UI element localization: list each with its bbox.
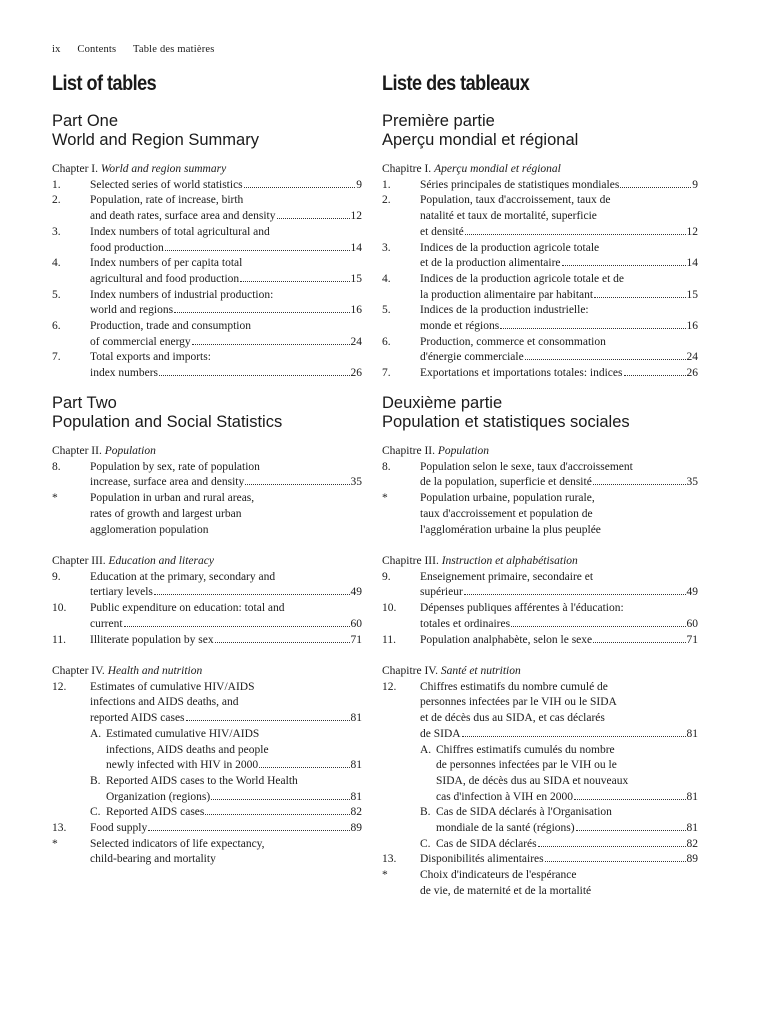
page-ref: 9 <box>692 178 698 191</box>
entry-text: increase, surface area and density <box>90 476 245 489</box>
chapter-label: Chapitre II. <box>382 445 436 457</box>
table-entry <box>52 837 362 868</box>
table-entry <box>382 868 698 899</box>
part-section <box>52 394 362 432</box>
entry-text: Reported AIDS cases to the World Health <box>106 774 298 787</box>
page-ref: 89 <box>686 853 698 866</box>
chapter-heading <box>382 162 698 178</box>
sub-letter: B. <box>90 774 101 787</box>
entry-number: 11. <box>382 633 396 646</box>
dot-leader <box>500 328 685 329</box>
entry-text: Chiffres estimatifs cumulés du nombre <box>436 743 615 756</box>
page-ref: 81 <box>686 790 698 803</box>
part-heading: Première partie <box>382 112 495 130</box>
list-of-tables-title: List of tables <box>52 72 157 95</box>
entry-number: 2. <box>52 194 61 207</box>
page-ref: 49 <box>350 586 362 599</box>
toc-line-with-page <box>420 633 698 649</box>
toc-line-with-page <box>90 821 362 837</box>
dot-leader <box>593 642 685 643</box>
entry-text: world and regions <box>90 304 174 317</box>
toc-line-with-page <box>90 241 362 257</box>
part-section <box>382 394 698 432</box>
chapter-label: Chapter IV. <box>52 665 105 677</box>
dot-leader <box>576 830 686 831</box>
table-entry <box>382 460 698 491</box>
part-heading: Population and Social Statistics <box>52 413 283 431</box>
dot-leader <box>525 359 686 360</box>
toc-line-with-page <box>90 303 362 319</box>
table-entry <box>382 178 698 194</box>
page-ref: 71 <box>686 633 698 646</box>
entry-number: 6. <box>382 335 391 348</box>
toc-line-with-page <box>420 366 698 382</box>
header-table-des-matieres: Table des matières <box>132 44 215 55</box>
table-entry <box>52 680 362 821</box>
dot-leader <box>562 265 686 266</box>
entry-text: de la population, superficie et densité <box>420 476 592 489</box>
table-entry <box>52 491 362 538</box>
chapter-block <box>52 162 362 382</box>
chapter-name: Health and nutrition <box>107 665 203 677</box>
entry-text: natalité et taux de mortalité, superficie <box>420 210 597 223</box>
toc-line-with-page <box>90 633 362 649</box>
entry-number: 1. <box>52 178 61 191</box>
dot-leader <box>464 594 686 595</box>
table-entry <box>52 601 362 632</box>
entry-number: 4. <box>52 257 61 270</box>
page-ref: 35 <box>350 476 362 489</box>
dot-leader <box>624 375 686 376</box>
chapter-label: Chapter III. <box>52 555 106 567</box>
entry-text: mondiale de la santé (régions) <box>436 822 575 835</box>
entry-text: d'énergie commerciale <box>420 351 524 364</box>
entry-text: Population analphabète, selon le sexe <box>420 633 593 646</box>
sub-entry <box>420 805 698 836</box>
entry-text: Illiterate population by sex <box>90 633 214 646</box>
entry-number: 9. <box>52 570 61 583</box>
entry-number: 4. <box>382 272 391 285</box>
sub-letter: C. <box>90 806 101 819</box>
sub-entry <box>90 805 362 821</box>
page-ref: 89 <box>350 822 362 835</box>
dot-leader <box>538 846 686 847</box>
toc-line-with-page <box>420 225 698 241</box>
chapter-name: Population <box>104 445 156 457</box>
entry-text: et de décès dus au SIDA, et cas déclarés <box>420 712 605 725</box>
toc-line-with-page <box>420 617 698 633</box>
entry-text: Disponibilités alimentaires <box>420 853 544 866</box>
running-header <box>52 44 229 55</box>
entry-text: Choix d'indicateurs de l'espérance <box>420 869 577 882</box>
dot-leader <box>259 767 349 768</box>
entry-text: Estimated cumulative HIV/AIDS <box>106 727 260 740</box>
entry-number: 12. <box>382 680 397 693</box>
entry-text: Population selon le sexe, taux d'accroissement <box>420 460 633 473</box>
dot-leader <box>159 375 349 376</box>
entry-number: 13. <box>52 822 67 835</box>
dot-leader <box>245 484 349 485</box>
toc-line-with-page <box>90 272 362 288</box>
toc-line-with-page <box>436 790 698 806</box>
entry-text: Cas de SIDA déclarés à l'Organisation <box>436 806 612 819</box>
entry-number: 10. <box>382 602 397 615</box>
entry-text: infections and AIDS deaths, and <box>90 696 239 709</box>
chapter-label: Chapter I. <box>52 163 98 175</box>
chapter-block <box>52 554 362 648</box>
page-ref: 26 <box>350 367 362 380</box>
entry-text: Index numbers of total agricultural and <box>90 225 270 238</box>
chapter-heading <box>52 162 362 178</box>
entry-text: and death rates, surface area and density <box>90 210 276 223</box>
table-entry <box>382 491 698 538</box>
dot-leader <box>511 626 685 627</box>
part-heading: Part Two <box>52 394 117 412</box>
entry-number: 10. <box>52 602 67 615</box>
page-ref: 12 <box>350 210 362 223</box>
entry-text: Indices de la production industrielle: <box>420 304 589 317</box>
dot-leader <box>593 484 686 485</box>
table-entry <box>382 193 698 240</box>
sub-letter: B. <box>420 806 431 819</box>
toc-line-with-page <box>90 209 362 225</box>
sub-entry <box>420 837 698 853</box>
entry-text: personnes infectées par le VIH ou le SIDA <box>420 696 617 709</box>
page-ref: 24 <box>350 335 362 348</box>
entry-text: et de la production alimentaire <box>420 257 561 270</box>
table-entry <box>52 288 362 319</box>
entry-text: tertiary levels <box>90 586 153 599</box>
page-ref: 60 <box>686 617 698 630</box>
page-ref: 35 <box>686 476 698 489</box>
chapter-heading <box>52 444 362 460</box>
toc-line-with-page <box>90 335 362 351</box>
entry-text: Organization (regions) <box>106 790 211 803</box>
chapter-block <box>382 554 698 648</box>
table-entry <box>382 272 698 303</box>
entry-text: Population, taux d'accroissement, taux de <box>420 194 611 207</box>
entry-text: food production <box>90 241 164 254</box>
entry-text: la production alimentaire par habitant <box>420 288 594 301</box>
table-entry <box>382 335 698 366</box>
entry-number: 7. <box>52 351 61 364</box>
part-heading: Deuxième partie <box>382 394 503 412</box>
toc-line-with-page <box>106 790 362 806</box>
entry-text: taux d'accroissement et population de <box>420 507 593 520</box>
entry-number: * <box>382 869 388 882</box>
chapter-label: Chapitre IV. <box>382 665 439 677</box>
page-ref: 82 <box>350 806 362 819</box>
chapter-heading <box>382 444 698 460</box>
entry-text: infections, AIDS deaths and people <box>106 743 269 756</box>
entry-text: Total exports and imports: <box>90 351 211 364</box>
entry-number: 12. <box>52 680 67 693</box>
table-entry <box>382 601 698 632</box>
chapter-name: Instruction et alphabétisation <box>441 555 578 567</box>
page-ref: 12 <box>686 225 698 238</box>
toc-line-with-page <box>420 319 698 335</box>
dot-leader <box>620 187 691 188</box>
chapter-heading <box>52 554 362 570</box>
entry-text: de vie, de maternité et de la mortalité <box>420 884 592 897</box>
table-entry <box>52 821 362 837</box>
entry-text: Index numbers of per capita total <box>90 257 243 270</box>
dot-leader <box>244 187 356 188</box>
toc-line-with-page <box>90 178 362 194</box>
toc-line-with-page <box>420 256 698 272</box>
toc-line-with-page <box>90 475 362 491</box>
entry-text: supérieur <box>420 586 463 599</box>
page-ref: 9 <box>356 178 362 191</box>
entry-text: Population in urban and rural areas, <box>90 492 255 505</box>
part-heading: World and Region Summary <box>52 131 259 149</box>
page-ref: 24 <box>686 351 698 364</box>
entry-number: 5. <box>382 304 391 317</box>
page-ref: 16 <box>350 304 362 317</box>
entry-number: * <box>382 492 388 505</box>
entry-number: 5. <box>52 288 61 301</box>
page-ref: 26 <box>686 367 698 380</box>
entry-text: Exportations et importations totales: indices <box>420 367 623 380</box>
chapter-block <box>382 664 698 900</box>
page-ref: 81 <box>686 822 698 835</box>
entry-text: of commercial energy <box>90 335 191 348</box>
english-column <box>52 72 362 866</box>
toc-line-with-page <box>420 288 698 304</box>
part-heading: Population et statistiques sociales <box>382 413 630 431</box>
chapter-label: Chapitre I. <box>382 163 432 175</box>
entry-text: cas d'infection à VIH en 2000 <box>436 790 573 803</box>
chapter-label: Chapitre III. <box>382 555 439 567</box>
page-ref: 14 <box>350 241 362 254</box>
toc-line-with-page <box>90 617 362 633</box>
page-number: ix <box>52 44 61 55</box>
entry-text: Index numbers of industrial production: <box>90 288 274 301</box>
entry-text: Enseignement primaire, secondaire et <box>420 570 594 583</box>
part-heading: Aperçu mondial et régional <box>382 131 579 149</box>
dot-leader <box>277 218 350 219</box>
entry-text: newly infected with HIV in 2000 <box>106 759 259 772</box>
toc-line-with-page <box>90 366 362 382</box>
dot-leader <box>240 281 349 282</box>
entry-text: SIDA, de décès dus au SIDA et nouveaux <box>436 774 629 787</box>
entry-text: monde et régions <box>420 320 500 333</box>
entry-number: 13. <box>382 853 397 866</box>
table-entry <box>52 570 362 601</box>
part-section <box>52 112 362 150</box>
sub-letter: A. <box>90 727 102 740</box>
page-ref: 71 <box>350 633 362 646</box>
dot-leader <box>148 830 349 831</box>
table-entry <box>52 633 362 649</box>
table-entry <box>52 193 362 224</box>
sub-letter: C. <box>420 837 431 850</box>
toc-line-with-page <box>420 350 698 366</box>
entry-text: Dépenses publiques afférentes à l'éducation: <box>420 602 624 615</box>
chapter-name: Population <box>437 445 490 457</box>
entry-text: rates of growth and largest urban <box>90 507 242 520</box>
entry-text: Population by sex, rate of population <box>90 460 260 473</box>
entry-text: l'agglomération urbaine la plus peuplée <box>420 523 601 536</box>
dot-leader <box>574 799 686 800</box>
toc-line-with-page <box>90 711 362 727</box>
entry-text: Indices de la production agricole totale <box>420 241 600 254</box>
chapter-name: World and region summary <box>100 163 227 175</box>
chapter-block <box>52 664 362 868</box>
chapter-heading <box>382 554 698 570</box>
table-entry <box>382 303 698 334</box>
entry-text: Indices de la production agricole totale et de <box>420 272 625 285</box>
part-section <box>382 112 698 150</box>
sub-entry <box>90 774 362 805</box>
entry-number: * <box>52 837 58 850</box>
chapter-heading <box>52 664 362 680</box>
chapter-block <box>382 444 698 538</box>
chapter-block <box>52 444 362 538</box>
entry-text: de SIDA <box>420 727 461 740</box>
toc-line-with-page <box>420 585 698 601</box>
dot-leader <box>211 799 349 800</box>
page-ref: 16 <box>686 320 698 333</box>
entry-text: Séries principales de statistiques mondiales <box>420 178 620 191</box>
dot-leader <box>594 297 685 298</box>
entry-text: current <box>90 617 123 630</box>
entry-number: 8. <box>52 460 61 473</box>
entry-text: Population, rate of increase, birth <box>90 194 244 207</box>
entry-number: 3. <box>382 241 391 254</box>
table-entry <box>382 680 698 853</box>
entry-text: de personnes infectées par le VIH ou le <box>436 759 617 772</box>
dot-leader <box>165 250 350 251</box>
page-ref: 49 <box>686 586 698 599</box>
entry-text: Reported AIDS cases <box>106 806 205 819</box>
toc-line-with-page <box>106 805 362 821</box>
entry-text: Production, trade and consumption <box>90 320 251 333</box>
chapter-name: Aperçu mondial et régional <box>434 163 561 175</box>
toc-line-with-page <box>420 852 698 868</box>
entry-number: 11. <box>52 633 66 646</box>
entry-text: index numbers <box>90 367 159 380</box>
entry-text: reported AIDS cases <box>90 712 185 725</box>
page-ref: 14 <box>686 257 698 270</box>
entry-text: Population urbaine, population rurale, <box>420 492 595 505</box>
header-contents: Contents <box>77 44 117 55</box>
table-entry <box>382 241 698 272</box>
page-ref: 81 <box>350 790 362 803</box>
table-entry <box>382 366 698 382</box>
part-heading: Part One <box>52 112 119 130</box>
chapter-label: Chapter II. <box>52 445 102 457</box>
table-entry <box>52 319 362 350</box>
page-ref: 60 <box>350 617 362 630</box>
toc-line-with-page <box>436 821 698 837</box>
entry-text: child-bearing and mortality <box>90 853 216 866</box>
entry-number: 3. <box>52 225 61 238</box>
chapter-block <box>382 162 698 382</box>
dot-leader <box>215 642 350 643</box>
chapter-name: Education and literacy <box>108 555 214 567</box>
sub-entry <box>420 743 698 806</box>
sub-letter: A. <box>420 743 432 756</box>
dot-leader <box>154 594 350 595</box>
dot-leader <box>174 312 349 313</box>
page-ref: 15 <box>350 272 362 285</box>
table-entry <box>382 570 698 601</box>
dot-leader <box>186 720 350 721</box>
liste-des-tableaux-title: Liste des tableaux <box>382 72 530 95</box>
toc-line-with-page <box>436 837 698 853</box>
table-entry <box>52 350 362 381</box>
table-entry <box>52 178 362 194</box>
entry-text: Selected indicators of life expectancy, <box>90 837 265 850</box>
entry-text: Estimates of cumulative HIV/AIDS <box>90 680 255 693</box>
toc-line-with-page <box>420 727 698 743</box>
toc-line-with-page <box>420 178 698 194</box>
table-entry <box>382 633 698 649</box>
french-column <box>382 72 698 897</box>
entry-text: Public expenditure on education: total and <box>90 602 285 615</box>
entry-text: agglomeration population <box>90 523 209 536</box>
sub-entry <box>90 727 362 774</box>
entry-text: Food supply <box>90 822 148 835</box>
dot-leader <box>462 736 686 737</box>
dot-leader <box>205 814 349 815</box>
page-ref: 82 <box>686 837 698 850</box>
table-entry <box>52 225 362 256</box>
entry-number: 7. <box>382 367 391 380</box>
entry-number: * <box>52 492 58 505</box>
entry-number: 8. <box>382 460 391 473</box>
entry-text: Selected series of world statistics <box>90 178 243 191</box>
entry-text: Production, commerce et consommation <box>420 335 606 348</box>
table-entry <box>382 852 698 868</box>
chapter-heading <box>382 664 698 680</box>
toc-line-with-page <box>106 758 362 774</box>
dot-leader <box>545 861 686 862</box>
entry-number: 2. <box>382 194 391 207</box>
entry-number: 6. <box>52 320 61 333</box>
entry-text: et densité <box>420 225 464 238</box>
table-entry <box>52 460 362 491</box>
entry-text: totales et ordinaires <box>420 617 511 630</box>
entry-text: agricultural and food production <box>90 272 240 285</box>
chapter-name: Santé et nutrition <box>440 665 521 677</box>
entry-number: 9. <box>382 570 391 583</box>
entry-text: Chiffres estimatifs du nombre cumulé de <box>420 680 608 693</box>
toc-line-with-page <box>90 585 362 601</box>
dot-leader <box>124 626 350 627</box>
page-ref: 81 <box>350 759 362 772</box>
entry-number: 1. <box>382 178 391 191</box>
page-ref: 81 <box>686 727 698 740</box>
entry-text: Education at the primary, secondary and <box>90 570 276 583</box>
dot-leader <box>192 344 350 345</box>
toc-line-with-page <box>420 475 698 491</box>
table-entry <box>52 256 362 287</box>
entry-text: Cas de SIDA déclarés <box>436 837 537 850</box>
dot-leader <box>465 234 686 235</box>
page-ref: 15 <box>686 288 698 301</box>
page-ref: 81 <box>350 712 362 725</box>
